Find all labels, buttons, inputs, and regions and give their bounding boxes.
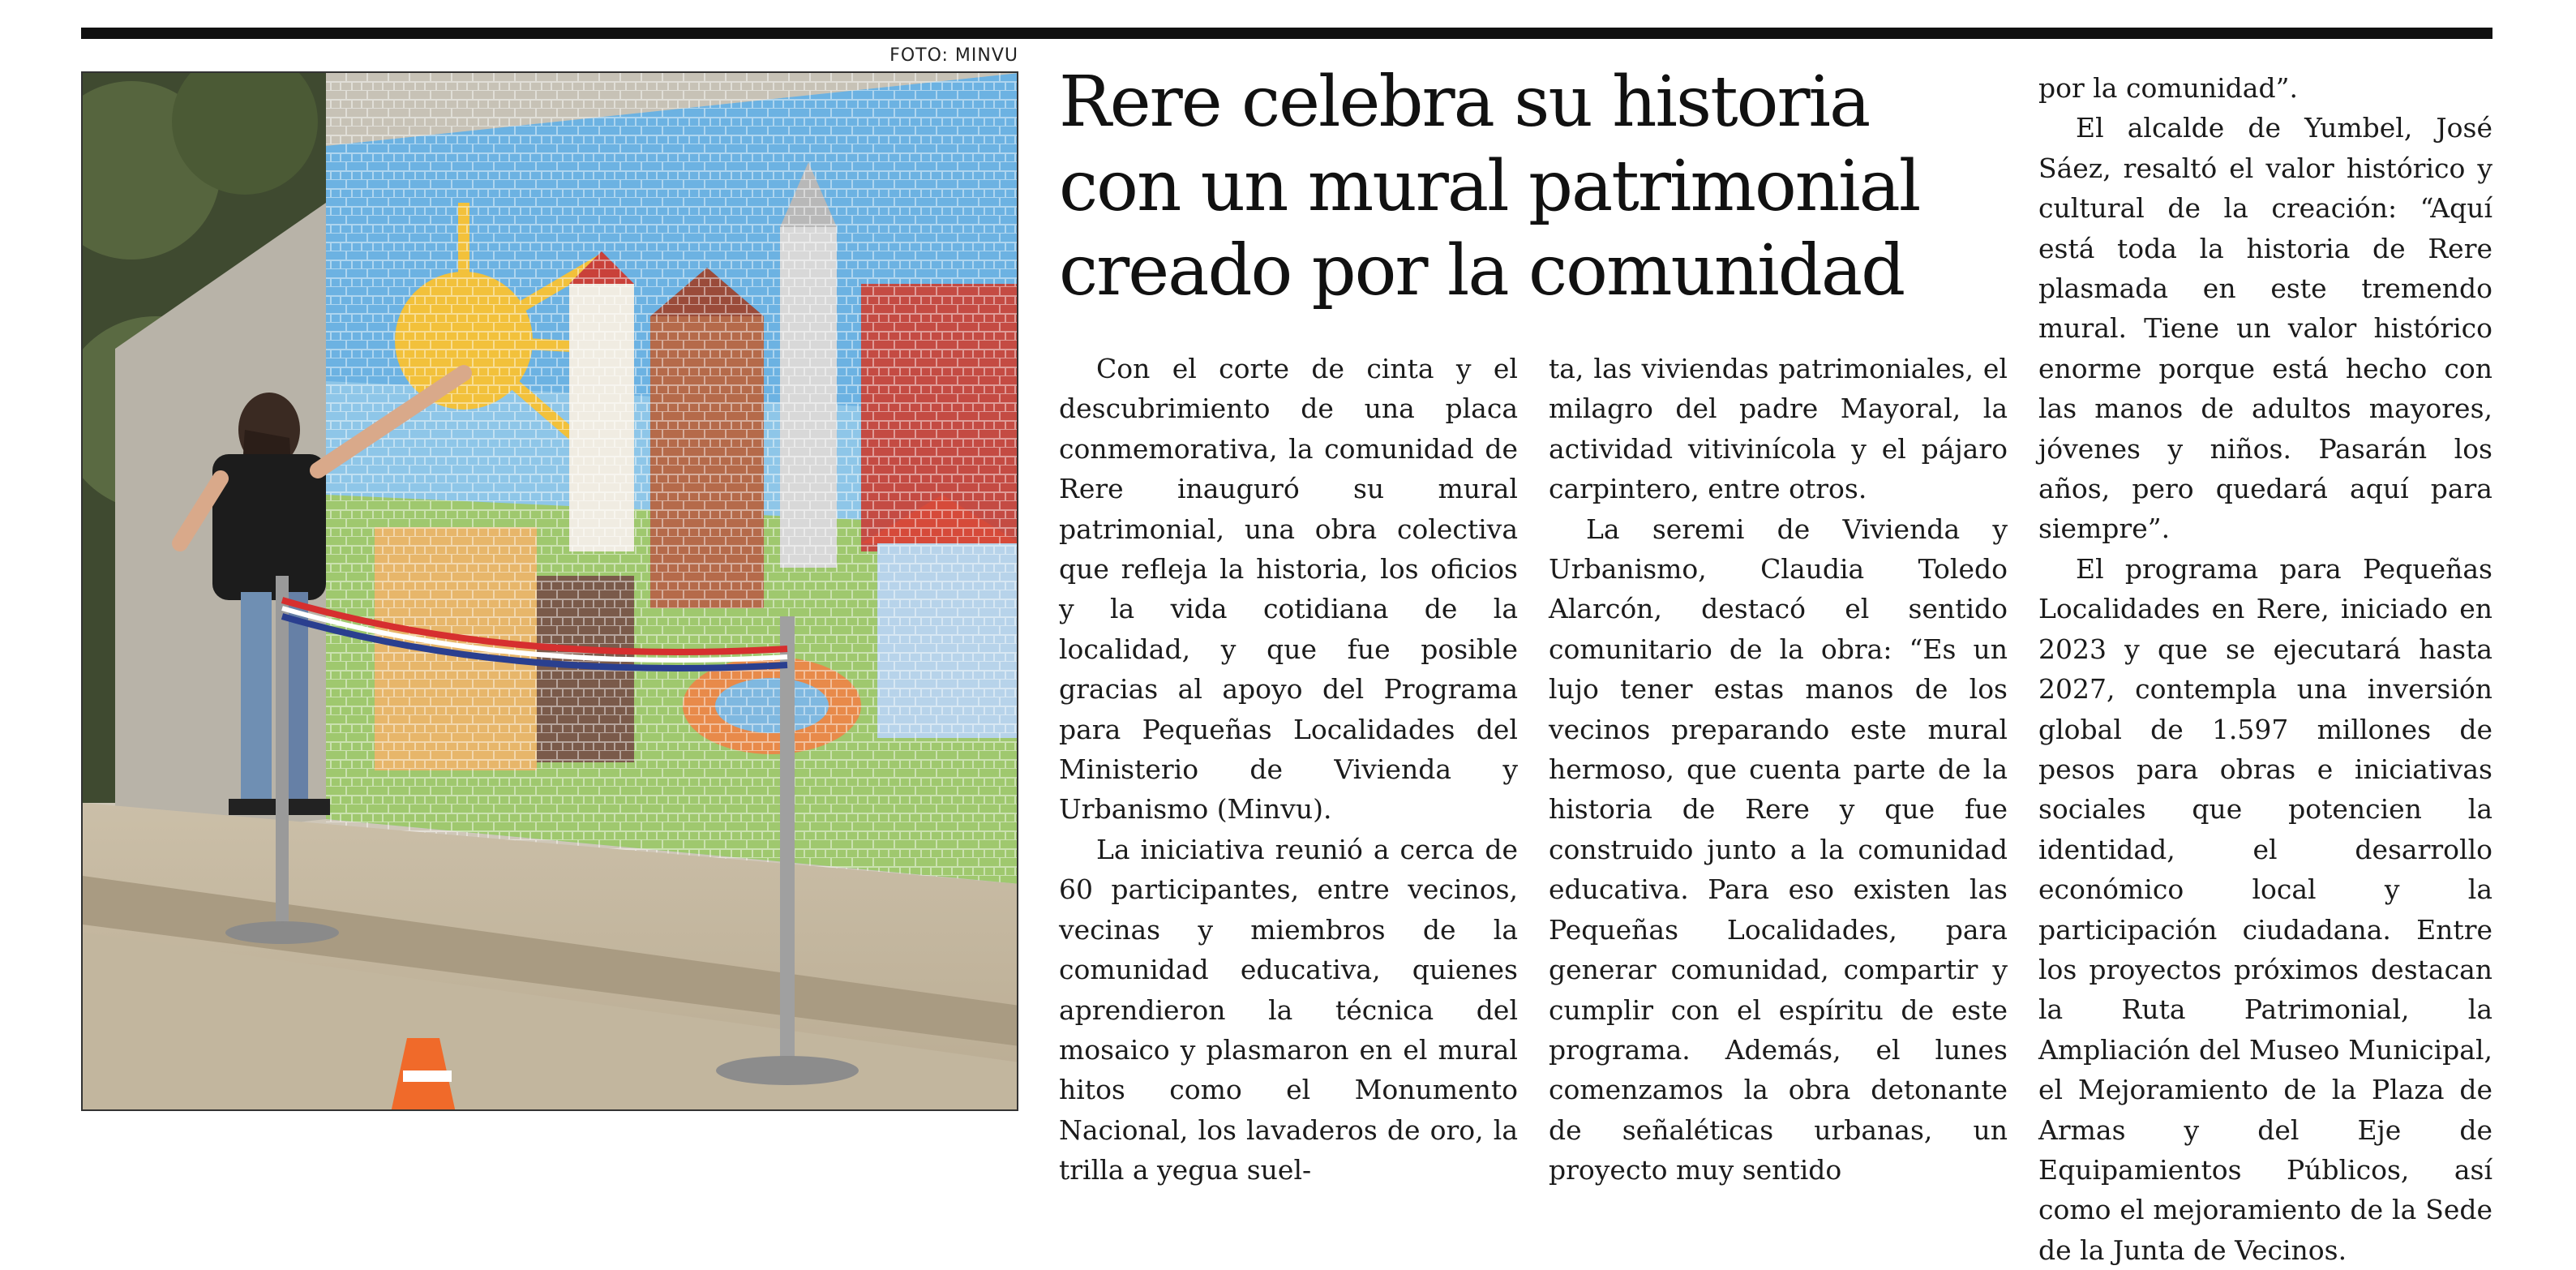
headline: Rere celebra su historia con un mural patrimonial creado por la comunidad: [1059, 62, 1920, 311]
paragraph: ta, las viviendas patrimoniales, el milagro del padre Mayoral, la actividad vitivinícola y el pájaro carpintero, entre otros.: [1549, 353, 2008, 505]
article-column-1: [1059, 349, 1518, 1191]
photo-credit: FOTO: MINVU: [889, 45, 1018, 66]
paragraph: El alcalde de Yumbel, José Sáez, resaltó el valor histórico y cultural de la creación: “Aquí está toda la historia de Rere plasmada en este tremendo mural. Tiene un valor histórico enorme porque está hecho con las manos de adultos mayores, jóvenes y niños. Pasarán los años, pero quedará aquí para siempre”.: [2038, 112, 2492, 545]
paragraph: Con el corte de cinta y el descubrimiento de una placa conmemorativa, la comunidad de Rere inauguró su mural patrimonial, una obra colectiva que refleja la historia, los oficios y la vida cotidiana de la localidad, y que fue posible gracias al apoyo del Programa para Pequeñas Localidades del Ministerio de Vivienda y Urbanismo (Minvu).: [1059, 353, 1518, 826]
article-photo: [81, 71, 1018, 1111]
top-rule: [81, 28, 2492, 39]
article-column-2: [1549, 349, 2008, 1191]
paragraph: El programa para Pequeñas Localidades en Rere, iniciado en 2023 y que se ejecutará hasta 2027, contempla una inversión global de 1.597 millones de pesos para obras e iniciativas sociales que potencien la identidad, el desarrollo económico local y la participación ciudadana. Entre los proyectos próximos destacan la Ruta Patrimonial, la Ampliación del Museo Municipal, el Mejoramiento de la Plaza de Armas y del Eje de Equipamientos Públicos, así como el mejoramiento de la Sede de la Junta de Vecinos.: [2038, 552, 2492, 1266]
paragraph: por la comunidad”.: [2038, 72, 2298, 104]
paragraph: La seremi de Vivienda y Urbanismo, Claudia Toledo Alarcón, destacó el sentido comunitario de la obra: “Es un lujo tener estas manos de los vecinos preparando este mural hermoso, que cuenta parte de la historia de Rere y que fue construido junto a la comunidad educativa. Para eso existen las Pequeñas Localidades, para generar comunidad, compartir y cumplir con el espíritu de este programa. Además, el lunes comenzamos la obra detonante de señaléticas urbanas, un proyecto muy sentido: [1549, 513, 2008, 1186]
paragraph: La iniciativa reunió a cerca de 60 participantes, entre vecinos, vecinas y miembros de la comunidad educativa, quienes aprendieron la técnica del mosaico y plasmaron en el mural hitos como el Monumento Nacional, los lavaderos de oro, la trilla a yegua suel-: [1059, 833, 1518, 1186]
article-column-3: [2038, 68, 2492, 1270]
